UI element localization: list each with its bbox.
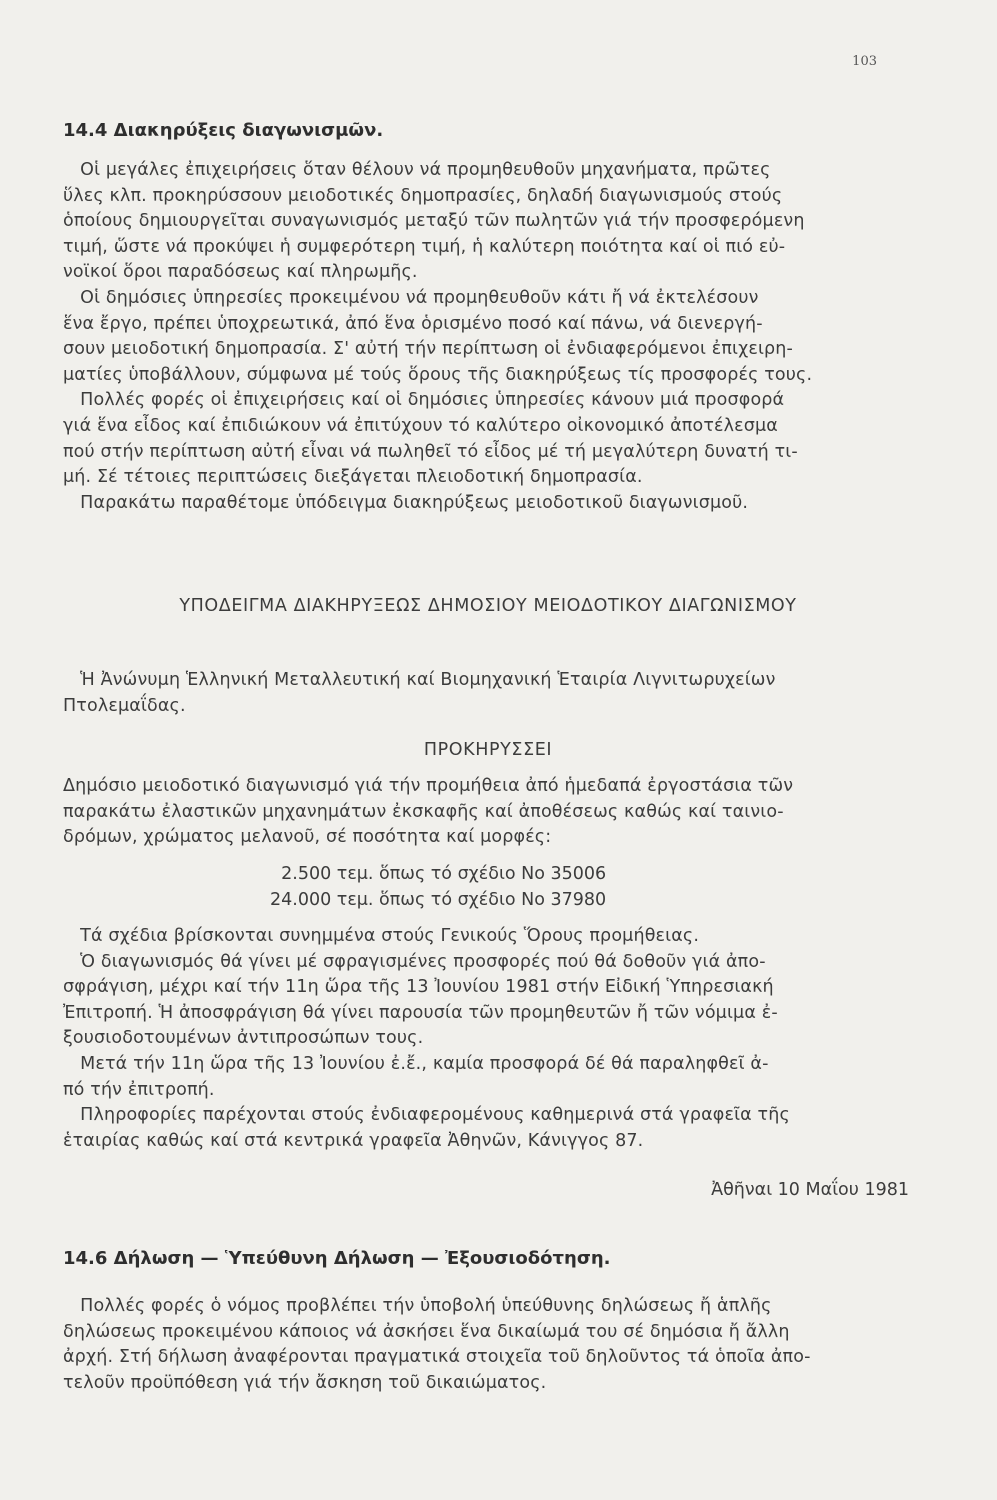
text-line: Ὁ διαγωνισμός θά γίνει μέ σφραγισμένες προσφορές πού θά δοθοῦν γιά ἀπο-	[63, 951, 766, 972]
text-line: Δημόσιο μειοδοτικό διαγωνισμό γιά τήν προμήθεια ἀπό ἡμεδαπά ἐργοστάσια τῶν	[63, 776, 794, 796]
text-line: παρακάτω ἐλαστικῶν μηχανημάτων ἐκσκαφῆς καί ἀποθέσεως καθώς καί ταινιο-	[63, 801, 784, 822]
quantity-list	[270, 862, 606, 913]
text-line: ἀρχή. Στή δήλωση ἀναφέρονται πραγματικά στοιχεῖα τοῦ δηλοῦντος τά ὁποῖα ἀπο-	[63, 1347, 811, 1368]
text-line: ὁποίους δημιουργεῖται συναγωνισμός μεταξύ τῶν πωλητῶν γιά τήν προσφερόμενη	[63, 211, 805, 232]
text-line: πό τήν ἐπιτροπή.	[63, 1079, 215, 1100]
text-line: ὕλες κλπ. προκηρύσσουν μειοδοτικές δημοπρασίες, δηλαδή διαγωνισμούς στούς	[63, 185, 783, 206]
text-line: Μετά τήν 11η ὥρα τῆς 13 Ἰουνίου ἐ.ἔ., καμία προσφορά δέ θά παραληφθεῖ ἀ-	[63, 1053, 769, 1074]
list-item: 2.500 τεμ. ὅπως τό σχέδιο Νο 35006	[270, 864, 607, 884]
text-line: Ἐπιτροπή. Ἡ ἀποσφράγιση θά γίνει παρουσία τῶν προμηθευτῶν ἤ τῶν νόμιμα ἐ-	[63, 1002, 778, 1023]
text-line: Πτολεμαΐδας.	[63, 695, 186, 716]
text-line: μή. Σέ τέτοιες περιπτώσεις διεξάγεται πλειοδοτική δημοπρασία.	[63, 467, 643, 488]
text-line: Ἡ Ἀνώνυμη Ἑλληνική Μεταλλευτική καί Βιομηχανική Ἑταιρία Λιγνιτωρυχείων	[63, 670, 776, 690]
text-line: σουν μειοδοτική δημοπρασία. Σ' αὐτή τήν περίπτωση οἱ ἐνδιαφερόμενοι ἐπιχειρη-	[63, 339, 793, 360]
sample-closing	[63, 924, 913, 1154]
text-line: ἑταιρίας καθώς καί στά κεντρικά γραφεῖα Ἀθηνῶν, Κάνιγγος 87.	[63, 1130, 644, 1151]
text-line: πού στήν περίπτωση αὐτή εἶναι νά πωληθεῖ τό εἶδος μέ τή μεγαλύτερη δυνατή τι-	[63, 441, 798, 462]
text-line: Παρακάτω παραθέτομε ὑπόδειγμα διακηρύξεως μειοδοτικοῦ διαγωνισμοῦ.	[63, 492, 749, 513]
section-heading-14-4: 14.4 Διακηρύξεις διαγωνισμῶν.	[63, 120, 384, 141]
text-line: Οἱ δημόσιες ὑπηρεσίες προκειμένου νά προμηθευθοῦν κάτι ἤ νά ἐκτελέσουν	[63, 287, 759, 308]
text-line: Πολλές φορές ὁ νόμος προβλέπει τήν ὑποβολή ὑπεύθυνης δηλώσεως ἤ ἁπλῆς	[63, 1296, 772, 1316]
text-line: δρόμων, χρώματος μελανοῦ, σέ ποσότητα καί μορφές:	[63, 827, 552, 848]
sample-intro	[63, 668, 913, 719]
document-date: Ἀθῆναι 10 Μαΐου 1981	[711, 1180, 909, 1200]
text-line: ματίες ὑποβάλλουν, σύμφωνα μέ τούς ὅρους τῆς διακηρύξεως τίς προσφορές τους.	[63, 364, 813, 385]
sample-body	[63, 774, 913, 851]
list-item: 24.000 τεμ. ὅπως τό σχέδιο Νο 37980	[270, 889, 607, 910]
text-line: σφράγιση, μέχρι καί τήν 11η ὥρα τῆς 13 Ἰουνίου 1981 στήν Εἰδική Ὑπηρεσιακή	[63, 977, 774, 998]
text-line: δηλώσεως προκειμένου κάποιος νά ἀσκήσει ἕνα δικαίωμά του σέ δημόσια ἤ ἄλλη	[63, 1321, 790, 1342]
section-heading-14-6: 14.6 Δήλωση — Ὑπεύθυνη Δήλωση — Ἐξουσιοδότηση.	[63, 1248, 611, 1269]
text-line: Πολλές φορές οἱ ἐπιχειρήσεις καί οἱ δημόσιες ὑπηρεσίες κάνουν μιά προσφορά	[63, 390, 785, 411]
text-line: τιμή, ὥστε νά προκύψει ἡ συμφερότερη τιμή, ἡ καλύτερη ποιότητα καί οἱ πιό εὐ-	[63, 236, 786, 257]
proclaims-heading: ΠΡΟΚΗΡΥΣΣΕΙ	[423, 740, 553, 760]
text-line: γιά ἕνα εἶδος καί ἐπιδιώκουν νά ἐπιτύχουν τό καλύτερο οἰκονομικό ἀποτέλεσμα	[63, 415, 778, 436]
section-14-6-body	[63, 1294, 913, 1396]
text-line: Πληροφορίες παρέχονται στούς ἐνδιαφερομένους καθημερινά στά γραφεῖα τῆς	[63, 1105, 790, 1126]
text-line: ἕνα ἔργο, πρέπει ὑποχρεωτικά, ἀπό ἕνα ὁρισμένο ποσό καί πάνω, νά διενεργή-	[63, 313, 763, 334]
page-number: 103	[852, 54, 877, 69]
text-line: Οἱ μεγάλες ἐπιχειρήσεις ὅταν θέλουν νά προμηθευθοῦν μηχανήματα, πρῶτες	[63, 160, 771, 180]
text-line: νοϊκοί ὅροι παραδόσεως καί πληρωμῆς.	[63, 262, 418, 283]
text-line: Τά σχέδια βρίσκονται συνημμένα στούς Γενικούς Ὅρους προμήθειας.	[63, 926, 700, 946]
section-14-4-body	[63, 158, 913, 516]
text-line: τελοῦν προϋπόθεση γιά τήν ἄσκηση τοῦ δικαιώματος.	[63, 1372, 547, 1393]
text-line: ξουσιοδοτουμένων ἀντιπροσώπων τους.	[63, 1028, 424, 1049]
sample-title: ΥΠΟΔΕΙΓΜΑ ΔΙΑΚΗΡΥΞΕΩΣ ΔΗΜΟΣΙΟΥ ΜΕΙΟΔΟΤΙΚΟΥ ΔΙΑΓΩΝΙΣΜΟΥ	[179, 596, 797, 616]
